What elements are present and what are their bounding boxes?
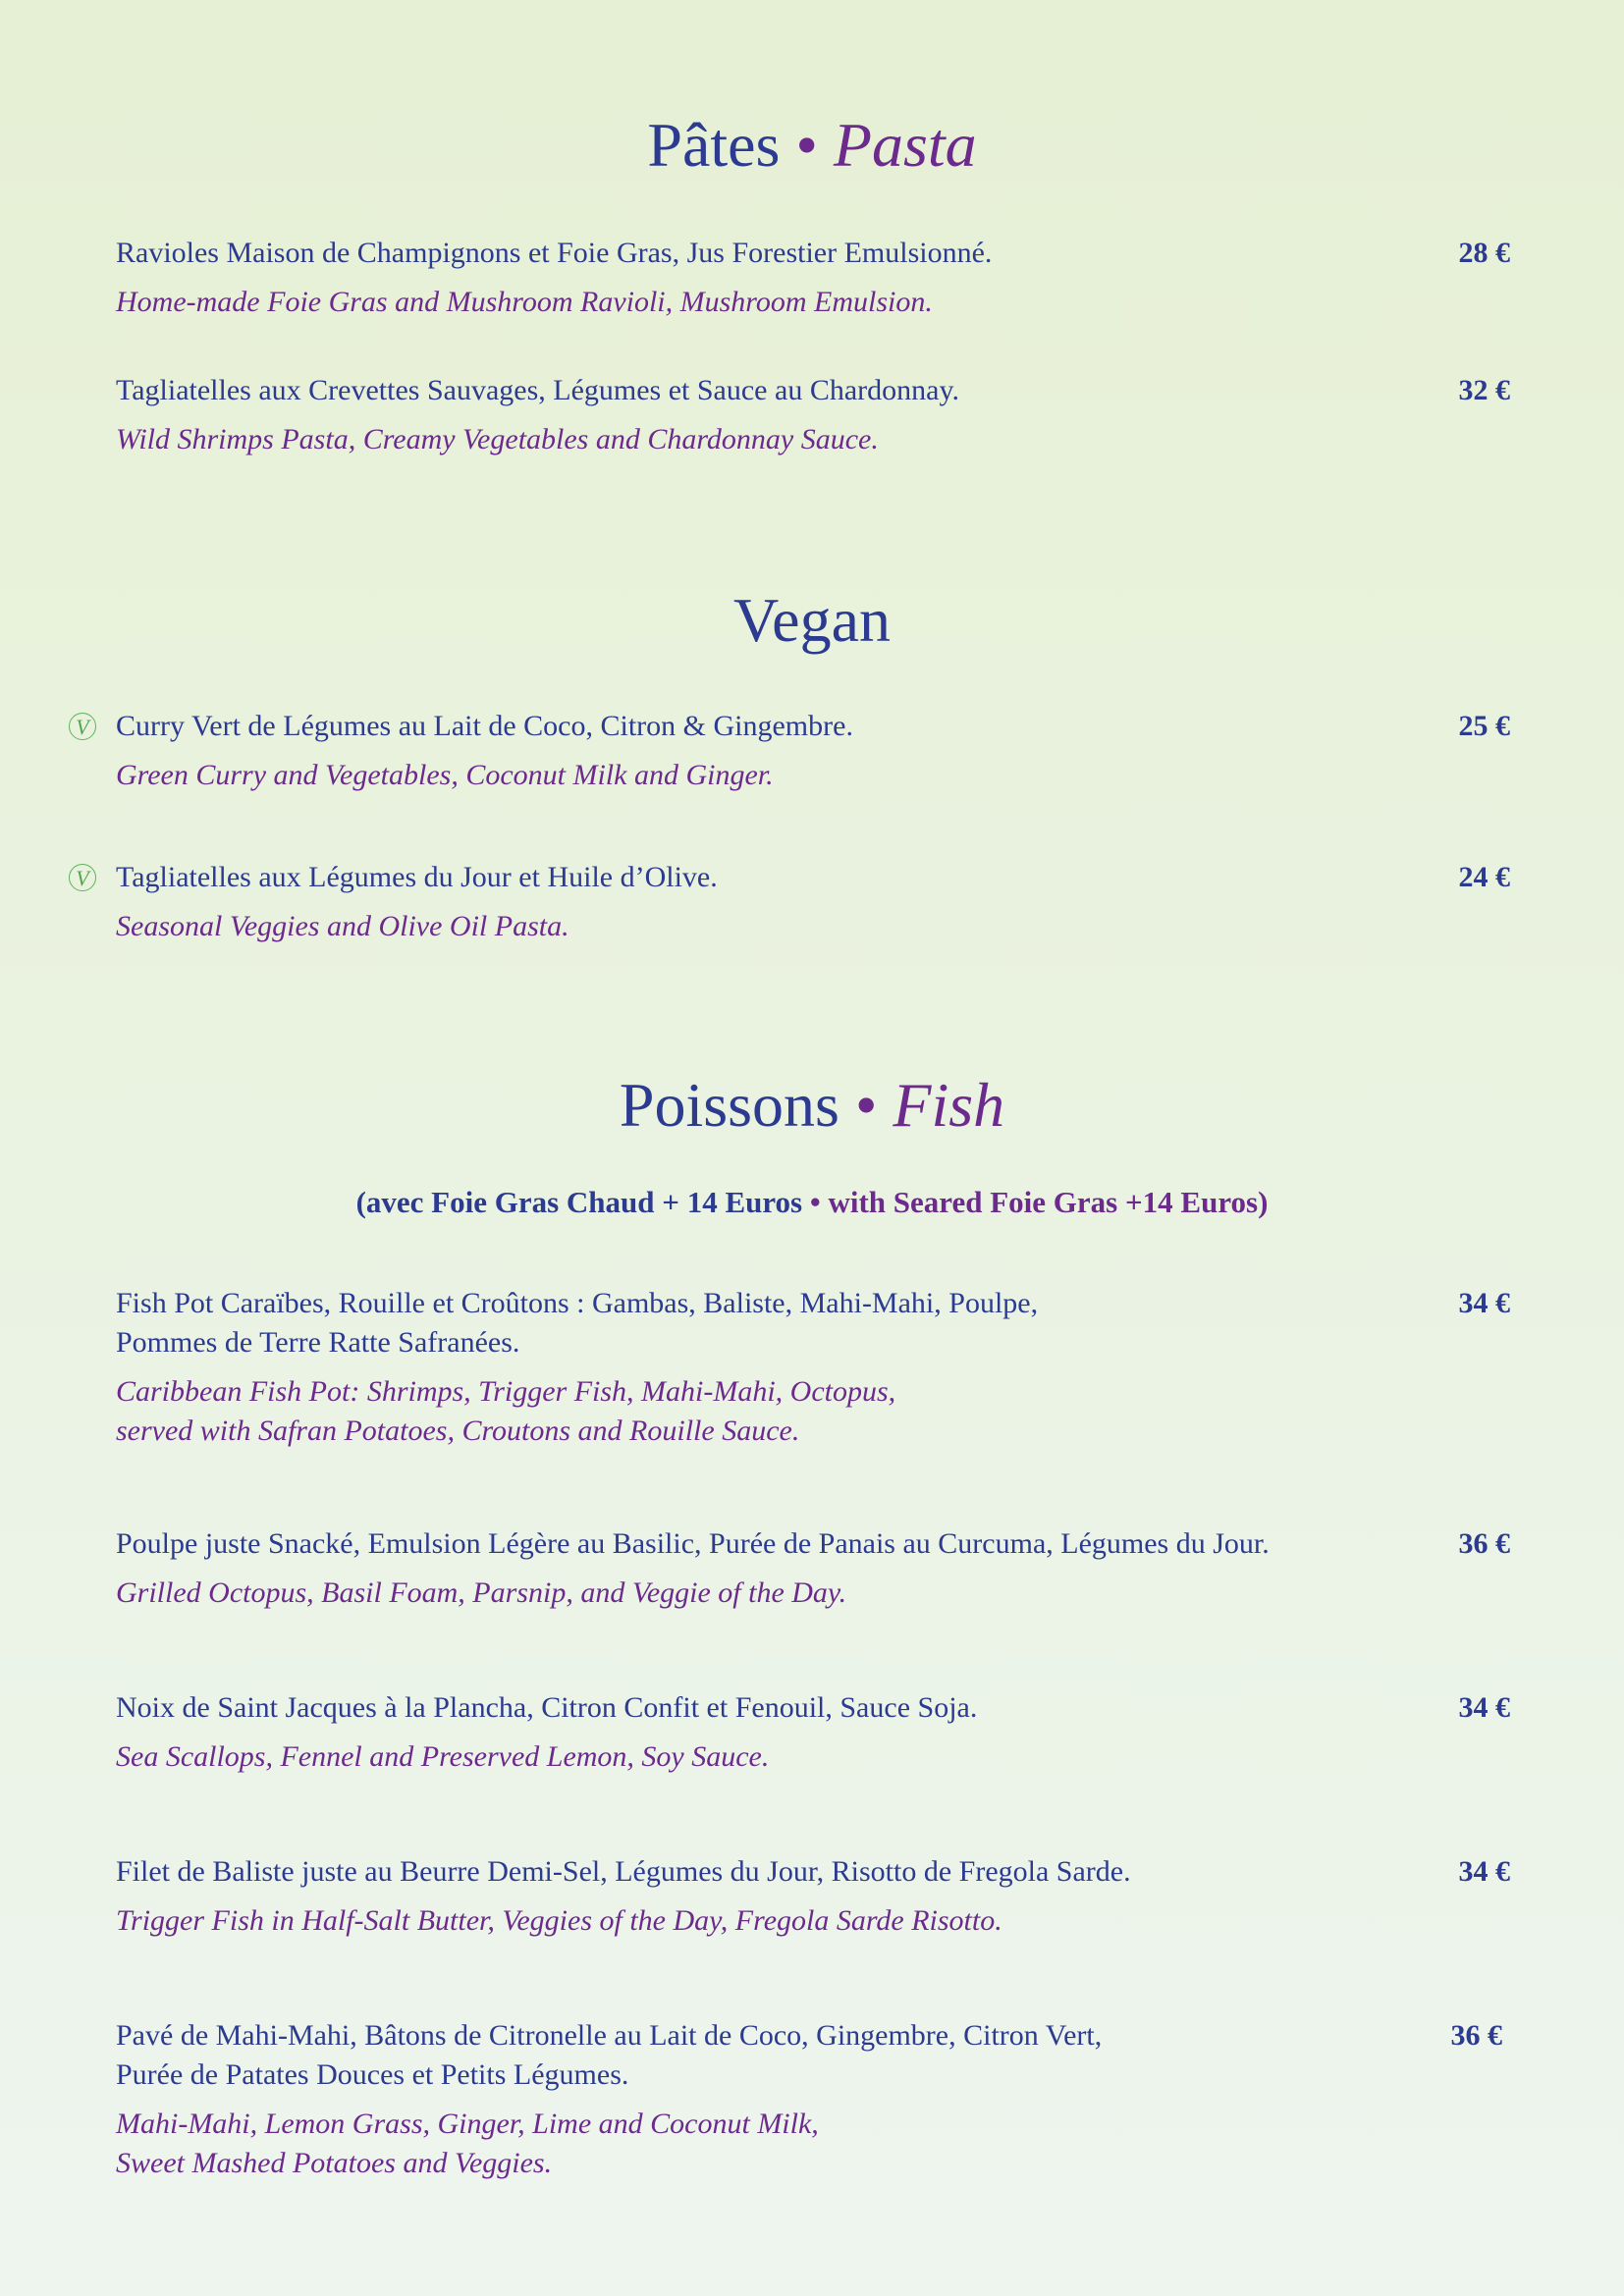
dish-price: 24 €	[1458, 861, 1510, 893]
foie-gras-supplement-note	[0, 1184, 1624, 1220]
menu-item	[116, 2016, 1510, 2183]
dish-name-en: Home-made Foie Gras and Mushroom Ravioli, Mushroom Emulsion.	[116, 286, 933, 318]
dish-price: 32 €	[1458, 374, 1510, 406]
section-title-vegan	[0, 585, 1624, 655]
dish-name-fr: Curry Vert de Légumes au Lait de Coco, Citron & Gingembre.	[116, 710, 853, 742]
dish-price: 34 €	[1458, 1855, 1510, 1888]
dish-price: 28 €	[1458, 237, 1510, 269]
note-fr: (avec Foie Gras Chaud + 14 Euros	[355, 1185, 803, 1219]
dish-price: 36 €	[1458, 1527, 1510, 1560]
section-title-fr: Pâtes	[647, 110, 781, 180]
section-title-fr: Poissons	[619, 1070, 839, 1140]
section-title-fish	[0, 1070, 1624, 1140]
dish-name-fr: Tagliatelles aux Crevettes Sauvages, Légumes et Sauce au Chardonnay.	[116, 374, 959, 406]
title-separator: •	[854, 1070, 878, 1140]
note-separator: •	[809, 1185, 821, 1219]
dish-name-en: Grilled Octopus, Basil Foam, Parsnip, and Veggie of the Day.	[116, 1576, 847, 1609]
dish-name-en: Mahi-Mahi, Lemon Grass, Ginger, Lime and Coconut Milk, Sweet Mashed Potatoes and Veggies.	[116, 2108, 819, 2179]
menu-item	[116, 234, 1510, 322]
section-title-en: Pasta	[833, 110, 977, 180]
dish-name-fr: Ravioles Maison de Champignons et Foie Gras, Jus Forestier Emulsionné.	[116, 237, 993, 269]
title-separator: •	[795, 110, 818, 180]
vegan-icon: V	[69, 864, 96, 891]
dish-name-fr: Filet de Baliste juste au Beurre Demi-Sel, Légumes du Jour, Risotto de Fregola Sarde.	[116, 1855, 1131, 1888]
menu-item	[116, 1688, 1510, 1777]
section-title-en: Fish	[893, 1070, 1005, 1140]
dish-name-en: Caribbean Fish Pot: Shrimps, Trigger Fish, Mahi-Mahi, Octopus, served with Safran Potatoes, Croutons and Rouille Sauce.	[116, 1375, 896, 1447]
dish-name-en: Trigger Fish in Half-Salt Butter, Veggies of the Day, Fregola Sarde Risotto.	[116, 1904, 1002, 1937]
menu-item	[116, 371, 1510, 459]
dish-name-en: Wild Shrimps Pasta, Creamy Vegetables and Chardonnay Sauce.	[116, 423, 879, 455]
dish-name-fr: Fish Pot Caraïbes, Rouille et Croûtons : Gambas, Baliste, Mahi-Mahi, Poulpe, Pommes de Terre Ratte Safranées.	[116, 1287, 1039, 1359]
note-en: with Seared Foie Gras +14 Euros)	[828, 1185, 1269, 1219]
menu-item	[76, 707, 1510, 795]
dish-price: 25 €	[1458, 710, 1510, 742]
dish-price: 34 €	[1458, 1691, 1510, 1724]
dish-name-fr: Tagliatelles aux Légumes du Jour et Huile d’Olive.	[116, 861, 718, 893]
dish-name-en: Sea Scallops, Fennel and Preserved Lemon, Soy Sauce.	[116, 1740, 770, 1773]
dish-name-fr: Poulpe juste Snacké, Emulsion Légère au Basilic, Purée de Panais au Curcuma, Légumes du Jour.	[116, 1527, 1270, 1560]
dish-name-fr: Pavé de Mahi-Mahi, Bâtons de Citronelle au Lait de Coco, Gingembre, Citron Vert, Purée de Patates Douces et Petits Légumes.	[116, 2019, 1103, 2091]
section-title-pasta	[0, 110, 1624, 180]
menu-item	[116, 1524, 1510, 1613]
vegan-icon: V	[69, 713, 96, 740]
menu-item	[116, 1284, 1510, 1451]
menu-item	[76, 858, 1510, 946]
dish-name-en: Seasonal Veggies and Olive Oil Pasta.	[116, 910, 569, 942]
dish-price: 36 €	[1450, 2019, 1502, 2052]
dish-name-fr: Noix de Saint Jacques à la Plancha, Citron Confit et Fenouil, Sauce Soja.	[116, 1691, 978, 1724]
menu-item	[116, 1852, 1510, 1941]
dish-price: 34 €	[1458, 1287, 1510, 1319]
section-title: Vegan	[733, 585, 891, 655]
dish-name-en: Green Curry and Vegetables, Coconut Milk and Ginger.	[116, 759, 774, 791]
